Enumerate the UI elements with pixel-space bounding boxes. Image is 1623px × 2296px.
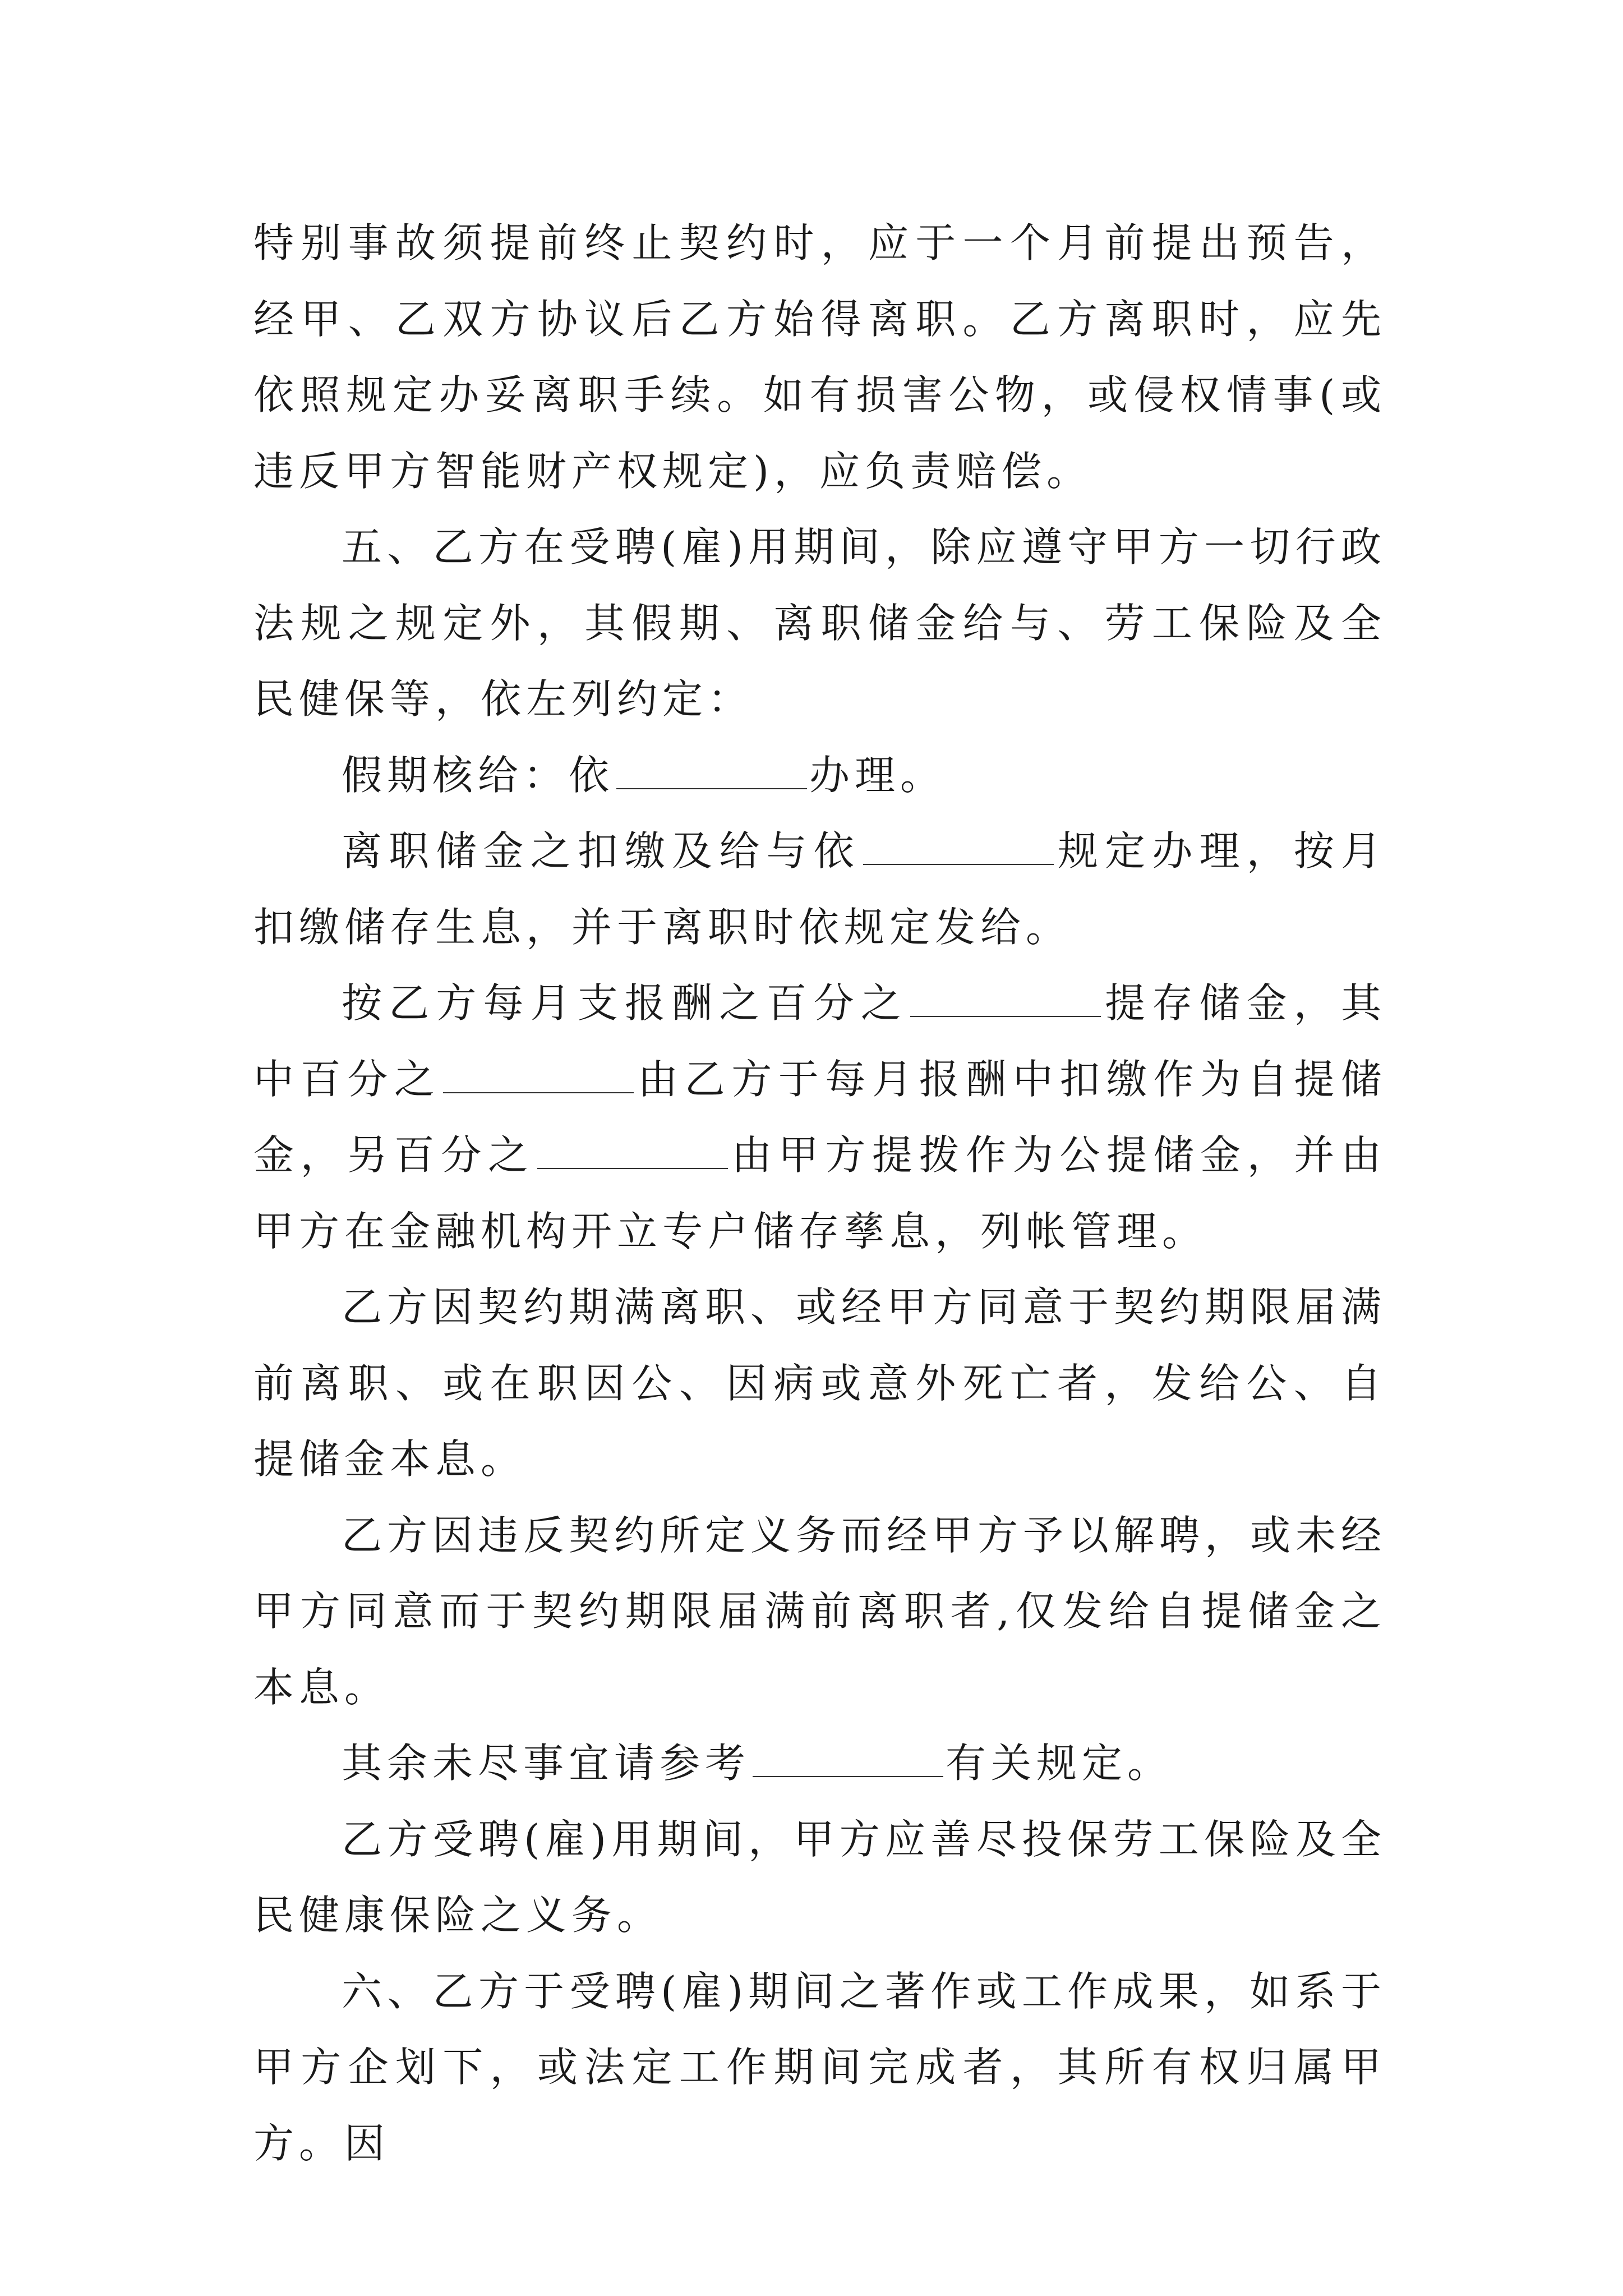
fill-in-blank	[753, 1742, 943, 1777]
paragraph-text: 乙方因违反契约所定义务而经甲方予以解聘，或未经甲方同意而于契约期限届满前离职者,仅发给自提储金之本息。	[253, 1511, 1387, 1711]
paragraph	[253, 813, 1386, 965]
paragraph-text: 假期核给：依	[342, 751, 615, 799]
fill-in-blank	[443, 1059, 634, 1093]
paragraph-text: 提存储金，其中百分之	[253, 979, 1386, 1103]
paragraph-text: 由乙方于每月报酬中扣缴作为自提储金，另百分之	[253, 1055, 1386, 1179]
paragraph	[253, 509, 1386, 738]
paragraph-text: 离职储金之扣缴及给与依	[342, 827, 861, 875]
paragraph	[253, 1726, 1386, 1802]
paragraph-text: 由甲方提拨作为公提储金，并由甲方在金融机构开立专户储存孳息，列帐管理。	[253, 1131, 1386, 1255]
fill-in-blank	[616, 754, 807, 789]
paragraph-text: 五、乙方在受聘(雇)用期间，除应遵守甲方一切行政法规之规定外，其假期、离职储金给与、劳工保险及全民健保等，依左列约定：	[253, 523, 1386, 723]
paragraph-text: 六、乙方于受聘(雇)期间之著作或工作成果，如系于甲方企划下，或法定工作期间完成者，其所有权归属甲方。因	[253, 1967, 1386, 2167]
paragraph-text: 乙方受聘(雇)用期间，甲方应善尽投保劳工保险及全民健康保险之义务。	[253, 1815, 1386, 1939]
paragraph-text: 办理。	[809, 751, 946, 799]
paragraph	[253, 1954, 1386, 2182]
fill-in-blank	[537, 1134, 728, 1169]
paragraph-text: 其余未尽事宜请参考	[342, 1740, 751, 1787]
paragraph	[253, 1269, 1386, 1498]
paragraph	[253, 965, 1386, 1269]
document-body	[253, 205, 1386, 2182]
paragraph-text: 规定办理，按月扣缴储存生息，并于离职时依规定发给。	[253, 827, 1386, 951]
paragraph-text: 特别事故须提前终止契约时，应于一个月前提出预告，经甲、乙双方协议后乙方始得离职。乙方离职时，应先依照规定办妥离职手续。如有损害公物，或侵权情事(或违反甲方智能财产权规定)，应负责赔偿。	[253, 219, 1386, 495]
paragraph	[253, 738, 1386, 814]
fill-in-blank	[910, 982, 1101, 1017]
fill-in-blank	[863, 830, 1054, 865]
paragraph-text: 按乙方每月支报酬之百分之	[342, 979, 908, 1027]
paragraph-text: 乙方因契约期满离职、或经甲方同意于契约期限届满前离职、或在职因公、因病或意外死亡者，发给公、自提储金本息。	[253, 1283, 1387, 1483]
paragraph	[253, 205, 1386, 509]
paragraph-text: 有关规定。	[946, 1740, 1173, 1787]
paragraph	[253, 1802, 1386, 1954]
paragraph	[253, 1498, 1386, 1726]
